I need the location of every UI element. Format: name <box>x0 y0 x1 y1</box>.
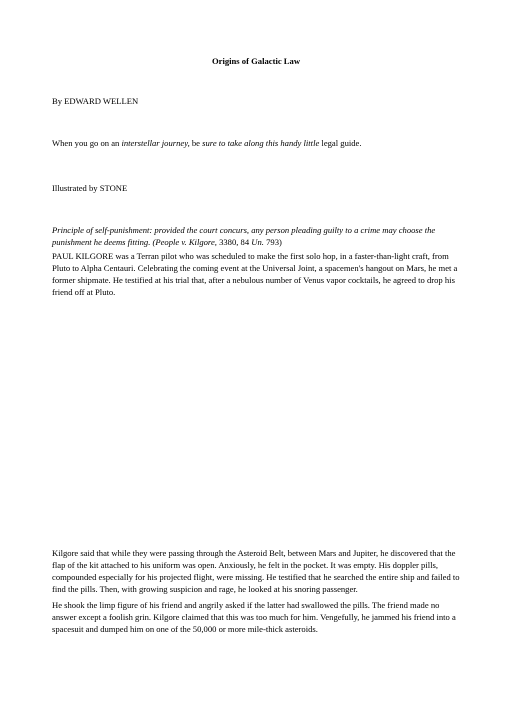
story-paragraph: PAUL KILGORE was a Terran pilot who was scheduled to make the first solo hop, in a faster-than-light craft, from Pluto to Alpha Centauri. Celebrating the coming event at the Universal Joint, a spacemen's hangout on Mars, he met a former shipmate. He testified at his trial that, after a nebulous number of Venus vapor cocktails, he agreed to drop his friend off at Pluto. <box>52 251 458 297</box>
principle-cite-3: 793) <box>263 237 282 247</box>
principle-cite-1: 3380, 84 <box>216 237 252 247</box>
intro-text-5: legal guide. <box>319 138 362 148</box>
principle-paragraph <box>52 224 462 248</box>
intro-text-4: sure to take along this handy little <box>202 138 320 148</box>
intro-text-1: When you go on an <box>52 138 122 148</box>
article-title: Origins of Galactic Law <box>211 56 301 66</box>
principle-text: Principle of self-punishment: provided the court concurs, any person pleading guilty to a crime may choose the punishment he deems fitting. (People v. Kilgore, <box>52 225 436 247</box>
principle-cite-2: Un. <box>251 237 264 247</box>
illustrator-credit: Illustrated by STONE <box>52 183 128 193</box>
story-paragraph: Kilgore said that while they were passing through the Asteroid Belt, between Mars and Jupiter, he discovered that the flap of the kit attached to his uniform was open. Anxiously, he felt in the pocket. It was empty. His doppler pills, compounded especially for his projected flight, were missing. He testified that he searched the entire ship and failed to find the pills. Then, with growing suspicion and rage, he looked at his snoring passenger. <box>52 548 460 594</box>
intro-line <box>52 138 362 148</box>
story-paragraph: He shook the limp figure of his friend and angrily asked if the latter had swallowed the pills. The friend made no answer except a foolish grin. Kilgore claimed that this was too much for him. Vengefully, he jammed his friend into a spacesuit and dumped him on one of the 50,000 or more mile-thick asteroids. <box>52 600 456 634</box>
intro-text-3: be <box>189 138 203 148</box>
intro-text-2: interstellar journey, <box>121 138 190 148</box>
author-byline: By EDWARD WELLEN <box>52 96 139 106</box>
